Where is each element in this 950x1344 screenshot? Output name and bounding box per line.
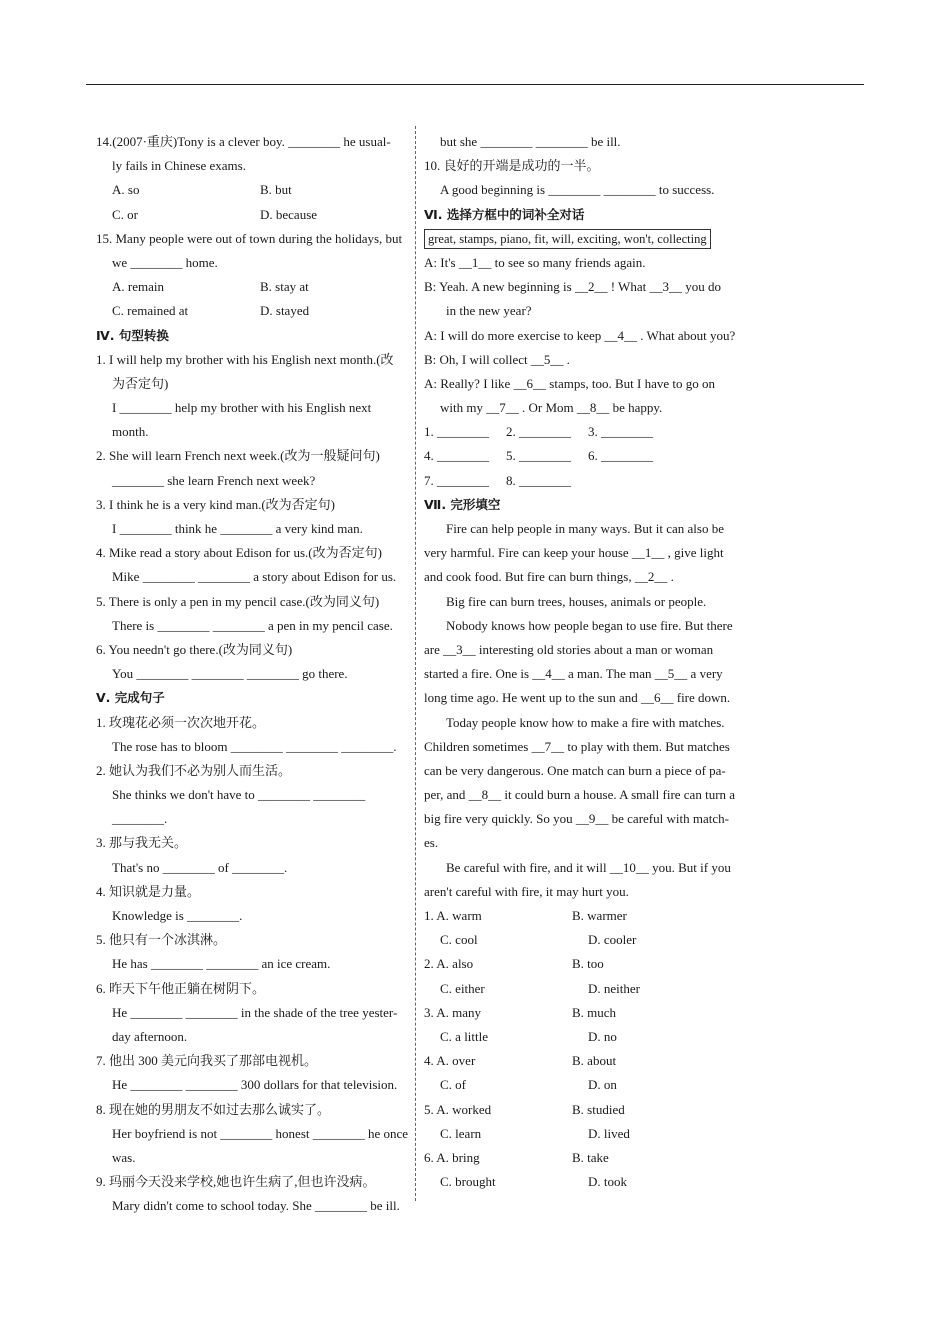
right-line: Children sometimes __7__ to play with them. But matches [424,738,730,754]
option-text: B. about [572,1053,617,1069]
option-text: D. took [588,1174,627,1190]
left-line: 4. 知识就是力量。 [96,883,201,899]
left-line: 7. 他出 300 美元向我买了那部电视机。 [96,1053,318,1069]
section-heading: Ⅶ. 完形填空 [424,496,501,512]
option-text: B. but [260,182,292,198]
right-line: es. [424,835,439,851]
left-line: ________ she learn French next week? [112,472,316,488]
left-line: Her boyfriend is not ________ honest ________ he once [112,1125,408,1141]
left-column [96,130,408,1218]
option-text: C. cool [440,932,478,948]
left-line: was. [112,1149,136,1165]
option-text: 4. A. over [424,1053,476,1069]
option-text: A. so [112,182,140,198]
option-text: B. much [572,1004,617,1020]
left-line: She thinks we don't have to ________ ________ [112,787,366,803]
answer-blank: 8. ________ [506,472,571,488]
left-line: Mary didn't come to school today. She ________ be ill. [112,1198,400,1214]
option-text: C. of [440,1077,466,1093]
right-line: big fire very quickly. So you __9__ be careful with match- [424,811,729,827]
right-line [424,1122,742,1146]
option-text: B. take [572,1149,609,1165]
left-line: You ________ ________ ________ go there. [112,666,348,682]
answer-blank: 4. ________ [424,448,489,464]
left-line: 6. 昨天下午他正躺在树阴下。 [96,980,266,996]
right-line: per, and __8__ it could burn a house. A small fire can turn a [424,787,736,803]
option-text: C. brought [440,1174,496,1190]
answer-blank: 2. ________ [506,424,571,440]
left-line: 15. Many people were out of town during the holidays, but [96,230,403,246]
option-text: D. stayed [260,303,310,319]
left-line: 2. She will learn French next week.(改为一般疑问句) [96,448,380,464]
option-text: D. lived [588,1125,630,1141]
right-line: started a fire. One is __4__ a man. The man __5__ a very [424,666,723,682]
right-line: and cook food. But fire can burn things, __2__ . [424,569,674,585]
right-line: A good beginning is ________ ________ to success. [440,182,715,198]
option-text: D. no [588,1028,617,1044]
left-line: 8. 现在她的男朋友不如过去那么诚实了。 [96,1101,331,1117]
right-line: Nobody knows how people began to use fire. But there [446,617,733,633]
left-line: 5. There is only a pen in my pencil case.(改为同义句) [96,593,380,609]
right-line: B: Oh, I will collect __5__ . [424,351,570,367]
option-text: C. or [112,206,138,222]
option-text: C. either [440,980,485,996]
option-text: D. neither [588,980,640,996]
left-line: I ________ help my brother with his English next [112,400,372,416]
right-line [424,904,742,928]
answer-blank: 1. ________ [424,424,489,440]
right-line [424,1146,742,1170]
left-line: 为否定句) [112,375,169,391]
word-bank-box: great, stamps, piano, fit, will, exciting, won't, collecting [424,229,711,249]
left-line: 3. 那与我无关。 [96,835,188,851]
option-text: D. on [588,1077,617,1093]
left-line: The rose has to bloom ________ ________ ________. [112,738,397,754]
left-line: ________. [112,811,168,827]
left-line [96,275,408,299]
right-line: in the new year? [446,303,532,319]
option-text: 3. A. many [424,1004,482,1020]
right-line: A: I will do more exercise to keep __4__ . What about you? [424,327,736,343]
option-text: 5. A. worked [424,1101,492,1117]
left-line: He ________ ________ 300 dollars for that television. [112,1077,398,1093]
left-line: 1. 玫瑰花必须一次次地开花。 [96,714,266,730]
left-line: 3. I think he is a very kind man.(改为否定句) [96,496,336,512]
left-line: 5. 他只有一个冰淇淋。 [96,932,227,948]
right-line [424,928,742,952]
option-text: C. remained at [112,303,189,319]
right-line [424,469,742,493]
right-line: long time ago. He went up to the sun and __6__ fire down. [424,690,731,706]
right-line: Today people know how to make a fire with matches. [446,714,725,730]
right-line [424,952,742,976]
left-line: He has ________ ________ an ice cream. [112,956,331,972]
right-line [424,1025,742,1049]
left-line: I ________ think he ________ a very kind man. [112,521,363,536]
header-rule [86,84,864,85]
answer-blank: 5. ________ [506,448,571,464]
left-line: Knowledge is ________. [112,908,243,923]
option-text: B. studied [572,1101,625,1117]
section-heading: Ⅴ. 完成句子 [96,690,165,706]
right-line: B: Yeah. A new beginning is __2__ ! What __3__ you do [424,279,721,295]
option-text: D. because [260,206,318,222]
option-text: 1. A. warm [424,908,482,923]
answer-blank: 6. ________ [588,448,653,464]
section-heading: Ⅳ. 句型转换 [96,327,169,343]
option-text: C. a little [440,1028,489,1044]
right-line: 10. 良好的开端是成功的一半。 [424,158,600,174]
right-column [424,130,742,1194]
right-line: but she ________ ________ be ill. [440,134,621,149]
left-line: He ________ ________ in the shade of the tree yester- [112,1004,398,1020]
left-line: There is ________ ________ a pen in my pencil case. [112,617,393,633]
left-line: Mike ________ ________ a story about Edison for us. [112,569,397,585]
right-line: are __3__ interesting old stories about a man or woman [424,641,714,657]
option-text: D. cooler [588,932,637,948]
answer-blank: 7. ________ [424,472,489,488]
option-text: B. warmer [572,908,627,923]
right-line [424,227,742,251]
left-line [96,178,408,202]
column-divider [415,126,416,1201]
right-line [424,420,742,444]
left-line: we ________ home. [112,254,218,270]
right-line: A: Really? I like __6__ stamps, too. But I have to go on [424,375,716,391]
right-line: very harmful. Fire can keep your house __1__ , give light [424,545,724,561]
left-line: 1. I will help my brother with his English next month.(改 [96,351,394,367]
left-line: 6. You needn't go there.(改为同义句) [96,641,293,657]
right-line [424,444,742,468]
left-line: day afternoon. [112,1028,188,1044]
right-line: can be very dangerous. One match can burn a piece of pa- [424,762,726,778]
right-line [424,1098,742,1122]
left-line: 9. 玛丽今天没来学校,她也许生病了,但也许没病。 [96,1174,376,1190]
right-line: Be careful with fire, and it will __10__ you. But if you [446,859,731,875]
left-line [96,203,408,227]
left-line: 4. Mike read a story about Edison for us.(改为否定句) [96,545,382,561]
left-line: month. [112,424,149,440]
left-line: ly fails in Chinese exams. [112,158,246,174]
left-line: 2. 她认为我们不必为别人而生活。 [96,762,292,778]
right-line: with my __7__ . Or Mom __8__ be happy. [440,400,663,416]
option-text: 6. A. bring [424,1149,480,1165]
right-line [424,1073,742,1097]
right-line [424,1170,742,1194]
right-line: Big fire can burn trees, houses, animals or people. [446,593,707,609]
right-line [424,1049,742,1073]
right-line [424,1001,742,1025]
left-line: 14.(2007·重庆)Tony is a clever boy. ________ he usual- [96,134,391,149]
section-heading: Ⅵ. 选择方框中的词补全对话 [424,206,585,222]
option-text: C. learn [440,1125,482,1141]
answer-blank: 3. ________ [588,424,653,440]
right-line [424,977,742,1001]
right-line: A: It's __1__ to see so many friends again. [424,254,646,270]
option-text: B. too [572,956,604,972]
option-text: 2. A. also [424,956,474,972]
right-line: Fire can help people in many ways. But it can also be [446,521,724,536]
answer-blank [588,469,670,493]
right-line: aren't careful with fire, it may hurt you. [424,883,629,899]
left-line [96,299,408,323]
left-line: That's no ________ of ________. [112,859,288,875]
option-text: A. remain [112,279,164,295]
option-text: B. stay at [260,279,309,295]
